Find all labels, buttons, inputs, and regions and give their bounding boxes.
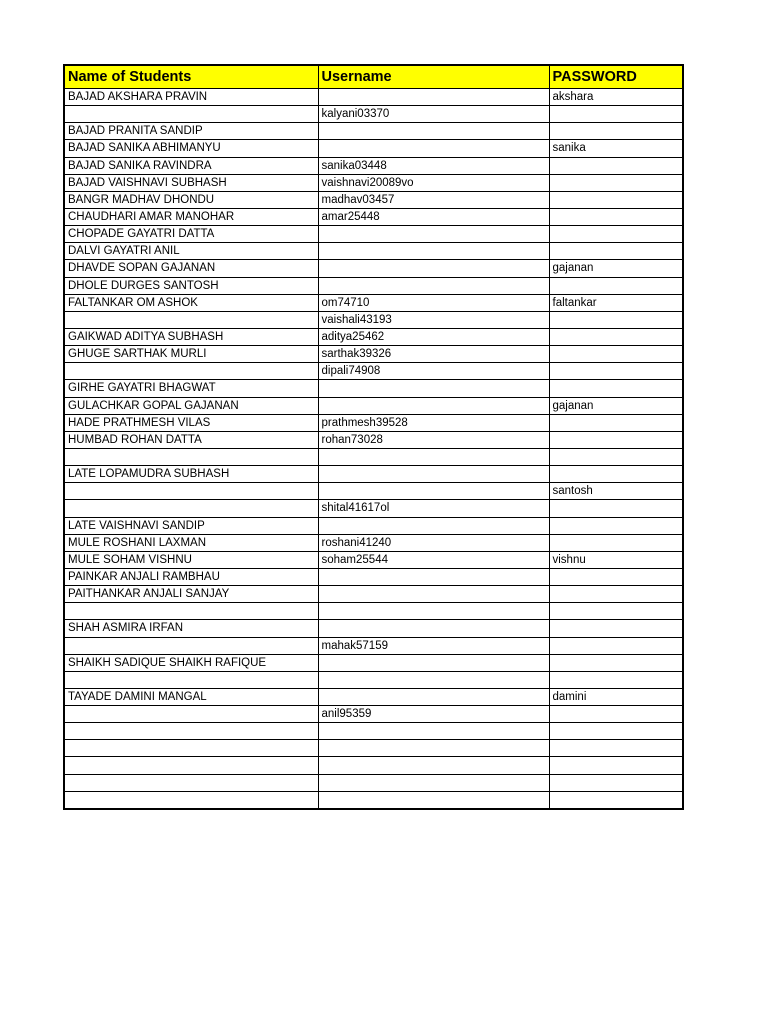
username-cell[interactable] xyxy=(318,397,549,414)
password-cell[interactable] xyxy=(549,620,683,637)
table-row xyxy=(64,380,683,397)
password-cell[interactable] xyxy=(549,106,683,123)
student-table xyxy=(63,64,684,810)
username-cell[interactable] xyxy=(318,791,549,809)
student-name-cell[interactable] xyxy=(64,500,318,517)
student-name-cell[interactable]: DALVI GAYATRI ANIL xyxy=(64,243,318,260)
table-body xyxy=(64,89,683,809)
username-cell[interactable]: mahak57159 xyxy=(318,637,549,654)
student-name-cell[interactable] xyxy=(64,791,318,809)
student-name-cell[interactable] xyxy=(64,483,318,500)
username-cell[interactable] xyxy=(318,243,549,260)
student-name-cell[interactable] xyxy=(64,311,318,328)
table-row xyxy=(64,637,683,654)
student-name-cell[interactable]: CHAUDHARI AMAR MANOHAR xyxy=(64,208,318,225)
username-cell[interactable] xyxy=(318,774,549,791)
table-row xyxy=(64,243,683,260)
password-cell[interactable] xyxy=(549,174,683,191)
password-cell[interactable]: damini xyxy=(549,688,683,705)
username-cell[interactable]: dipali74908 xyxy=(318,363,549,380)
student-name-cell[interactable] xyxy=(64,603,318,620)
header-name: Name of Students xyxy=(64,65,318,89)
table-row xyxy=(64,277,683,294)
table-row xyxy=(64,466,683,483)
table-row xyxy=(64,757,683,774)
password-cell[interactable] xyxy=(549,791,683,809)
password-cell[interactable] xyxy=(549,757,683,774)
student-name-cell[interactable]: BAJAD VAISHNAVI SUBHASH xyxy=(64,174,318,191)
password-cell[interactable] xyxy=(549,431,683,448)
password-cell[interactable] xyxy=(549,226,683,243)
password-cell[interactable] xyxy=(549,517,683,534)
username-cell[interactable] xyxy=(318,466,549,483)
username-cell[interactable] xyxy=(318,688,549,705)
password-cell[interactable]: sanika xyxy=(549,140,683,157)
password-cell[interactable] xyxy=(549,191,683,208)
username-cell[interactable] xyxy=(318,380,549,397)
table-row xyxy=(64,671,683,688)
username-cell[interactable]: sanika03448 xyxy=(318,157,549,174)
password-cell[interactable] xyxy=(549,363,683,380)
table-row xyxy=(64,500,683,517)
student-name-cell[interactable] xyxy=(64,740,318,757)
table-row xyxy=(64,603,683,620)
header-password: PASSWORD xyxy=(549,65,683,89)
username-cell[interactable] xyxy=(318,260,549,277)
username-cell[interactable] xyxy=(318,603,549,620)
table-row xyxy=(64,791,683,809)
password-cell[interactable] xyxy=(549,380,683,397)
password-cell[interactable] xyxy=(549,603,683,620)
student-name-cell[interactable] xyxy=(64,637,318,654)
table-row xyxy=(64,363,683,380)
username-cell[interactable] xyxy=(318,226,549,243)
student-name-cell[interactable]: DHAVDE SOPAN GAJANAN xyxy=(64,260,318,277)
password-cell[interactable] xyxy=(549,774,683,791)
username-cell[interactable]: roshani41240 xyxy=(318,534,549,551)
password-cell[interactable] xyxy=(549,448,683,465)
student-name-cell[interactable]: HADE PRATHMESH VILAS xyxy=(64,414,318,431)
password-cell[interactable] xyxy=(549,466,683,483)
username-cell[interactable]: prathmesh39528 xyxy=(318,414,549,431)
table-row xyxy=(64,740,683,757)
table-row xyxy=(64,191,683,208)
password-cell[interactable] xyxy=(549,311,683,328)
student-name-cell[interactable]: FALTANKAR OM ASHOK xyxy=(64,294,318,311)
table-row xyxy=(64,346,683,363)
header-username: Username xyxy=(318,65,549,89)
username-cell[interactable] xyxy=(318,483,549,500)
username-cell[interactable]: rohan73028 xyxy=(318,431,549,448)
password-cell[interactable] xyxy=(549,586,683,603)
password-cell[interactable]: gajanan xyxy=(549,260,683,277)
student-name-cell[interactable] xyxy=(64,363,318,380)
student-name-cell[interactable]: TAYADE DAMINI MANGAL xyxy=(64,688,318,705)
password-cell[interactable] xyxy=(549,534,683,551)
table-row xyxy=(64,620,683,637)
student-credentials-sheet xyxy=(63,64,682,810)
student-name-cell[interactable]: BAJAD SANIKA RAVINDRA xyxy=(64,157,318,174)
username-cell[interactable]: madhav03457 xyxy=(318,191,549,208)
password-cell[interactable] xyxy=(549,654,683,671)
password-cell[interactable]: vishnu xyxy=(549,551,683,568)
student-name-cell[interactable]: BANGR MADHAV DHONDU xyxy=(64,191,318,208)
student-name-cell[interactable]: DHOLE DURGES SANTOSH xyxy=(64,277,318,294)
table-row xyxy=(64,208,683,225)
username-cell[interactable] xyxy=(318,740,549,757)
student-name-cell[interactable] xyxy=(64,106,318,123)
table-row xyxy=(64,106,683,123)
username-cell[interactable] xyxy=(318,671,549,688)
username-cell[interactable]: anil95359 xyxy=(318,706,549,723)
password-cell[interactable] xyxy=(549,706,683,723)
table-row xyxy=(64,89,683,106)
password-cell[interactable] xyxy=(549,277,683,294)
password-cell[interactable]: gajanan xyxy=(549,397,683,414)
username-cell[interactable] xyxy=(318,517,549,534)
student-name-cell[interactable] xyxy=(64,706,318,723)
username-cell[interactable] xyxy=(318,89,549,106)
password-cell[interactable]: akshara xyxy=(549,89,683,106)
table-row xyxy=(64,260,683,277)
username-cell[interactable] xyxy=(318,586,549,603)
username-cell[interactable]: amar25448 xyxy=(318,208,549,225)
password-cell[interactable] xyxy=(549,500,683,517)
student-name-cell[interactable]: HUMBAD ROHAN DATTA xyxy=(64,431,318,448)
table-row xyxy=(64,688,683,705)
password-cell[interactable]: santosh xyxy=(549,483,683,500)
table-row xyxy=(64,534,683,551)
password-cell[interactable]: faltankar xyxy=(549,294,683,311)
password-cell[interactable] xyxy=(549,123,683,140)
username-cell[interactable] xyxy=(318,568,549,585)
student-name-cell[interactable] xyxy=(64,757,318,774)
username-cell[interactable] xyxy=(318,654,549,671)
student-name-cell[interactable]: LATE LOPAMUDRA SUBHASH xyxy=(64,466,318,483)
table-row xyxy=(64,774,683,791)
table-row xyxy=(64,706,683,723)
student-name-cell[interactable]: SHAH ASMIRA IRFAN xyxy=(64,620,318,637)
username-cell[interactable]: sarthak39326 xyxy=(318,346,549,363)
username-cell[interactable] xyxy=(318,620,549,637)
student-name-cell[interactable]: BAJAD AKSHARA PRAVIN xyxy=(64,89,318,106)
table-row xyxy=(64,294,683,311)
student-name-cell[interactable]: GAIKWAD ADITYA SUBHASH xyxy=(64,328,318,345)
password-cell[interactable] xyxy=(549,328,683,345)
username-cell[interactable]: soham25544 xyxy=(318,551,549,568)
table-row xyxy=(64,448,683,465)
username-cell[interactable] xyxy=(318,448,549,465)
table-row xyxy=(64,226,683,243)
student-name-cell[interactable] xyxy=(64,671,318,688)
table-row xyxy=(64,586,683,603)
student-name-cell[interactable]: LATE VAISHNAVI SANDIP xyxy=(64,517,318,534)
username-cell[interactable] xyxy=(318,123,549,140)
password-cell[interactable] xyxy=(549,671,683,688)
table-row xyxy=(64,414,683,431)
password-cell[interactable] xyxy=(549,723,683,740)
student-name-cell[interactable]: GIRHE GAYATRI BHAGWAT xyxy=(64,380,318,397)
student-name-cell[interactable]: PAINKAR ANJALI RAMBHAU xyxy=(64,568,318,585)
username-cell[interactable]: aditya25462 xyxy=(318,328,549,345)
username-cell[interactable]: kalyani03370 xyxy=(318,106,549,123)
table-row xyxy=(64,431,683,448)
student-name-cell[interactable]: SHAIKH SADIQUE SHAIKH RAFIQUE xyxy=(64,654,318,671)
student-name-cell[interactable] xyxy=(64,723,318,740)
student-name-cell[interactable]: BAJAD SANIKA ABHIMANYU xyxy=(64,140,318,157)
password-cell[interactable] xyxy=(549,414,683,431)
student-name-cell[interactable] xyxy=(64,774,318,791)
password-cell[interactable] xyxy=(549,157,683,174)
header-row xyxy=(64,65,683,89)
student-name-cell[interactable]: BAJAD PRANITA SANDIP xyxy=(64,123,318,140)
table-row xyxy=(64,483,683,500)
password-cell[interactable] xyxy=(549,637,683,654)
username-cell[interactable]: vaishali43193 xyxy=(318,311,549,328)
student-name-cell[interactable]: PAITHANKAR ANJALI SANJAY xyxy=(64,586,318,603)
student-name-cell[interactable] xyxy=(64,448,318,465)
table-row xyxy=(64,551,683,568)
table-row xyxy=(64,654,683,671)
password-cell[interactable] xyxy=(549,346,683,363)
table-row xyxy=(64,328,683,345)
username-cell[interactable] xyxy=(318,140,549,157)
table-row xyxy=(64,517,683,534)
table-row xyxy=(64,311,683,328)
student-name-cell[interactable]: GULACHKAR GOPAL GAJANAN xyxy=(64,397,318,414)
table-row xyxy=(64,140,683,157)
table-row xyxy=(64,157,683,174)
username-cell[interactable]: vaishnavi20089vo xyxy=(318,174,549,191)
username-cell[interactable]: om74710 xyxy=(318,294,549,311)
username-cell[interactable] xyxy=(318,723,549,740)
username-cell[interactable]: shital41617ol xyxy=(318,500,549,517)
student-name-cell[interactable]: MULE ROSHANI LAXMAN xyxy=(64,534,318,551)
password-cell[interactable] xyxy=(549,568,683,585)
table-row xyxy=(64,723,683,740)
username-cell[interactable] xyxy=(318,757,549,774)
student-name-cell[interactable]: GHUGE SARTHAK MURLI xyxy=(64,346,318,363)
student-name-cell[interactable]: MULE SOHAM VISHNU xyxy=(64,551,318,568)
table-row xyxy=(64,397,683,414)
table-row xyxy=(64,174,683,191)
password-cell[interactable] xyxy=(549,243,683,260)
table-row xyxy=(64,568,683,585)
table-row xyxy=(64,123,683,140)
password-cell[interactable] xyxy=(549,740,683,757)
student-name-cell[interactable]: CHOPADE GAYATRI DATTA xyxy=(64,226,318,243)
username-cell[interactable] xyxy=(318,277,549,294)
password-cell[interactable] xyxy=(549,208,683,225)
